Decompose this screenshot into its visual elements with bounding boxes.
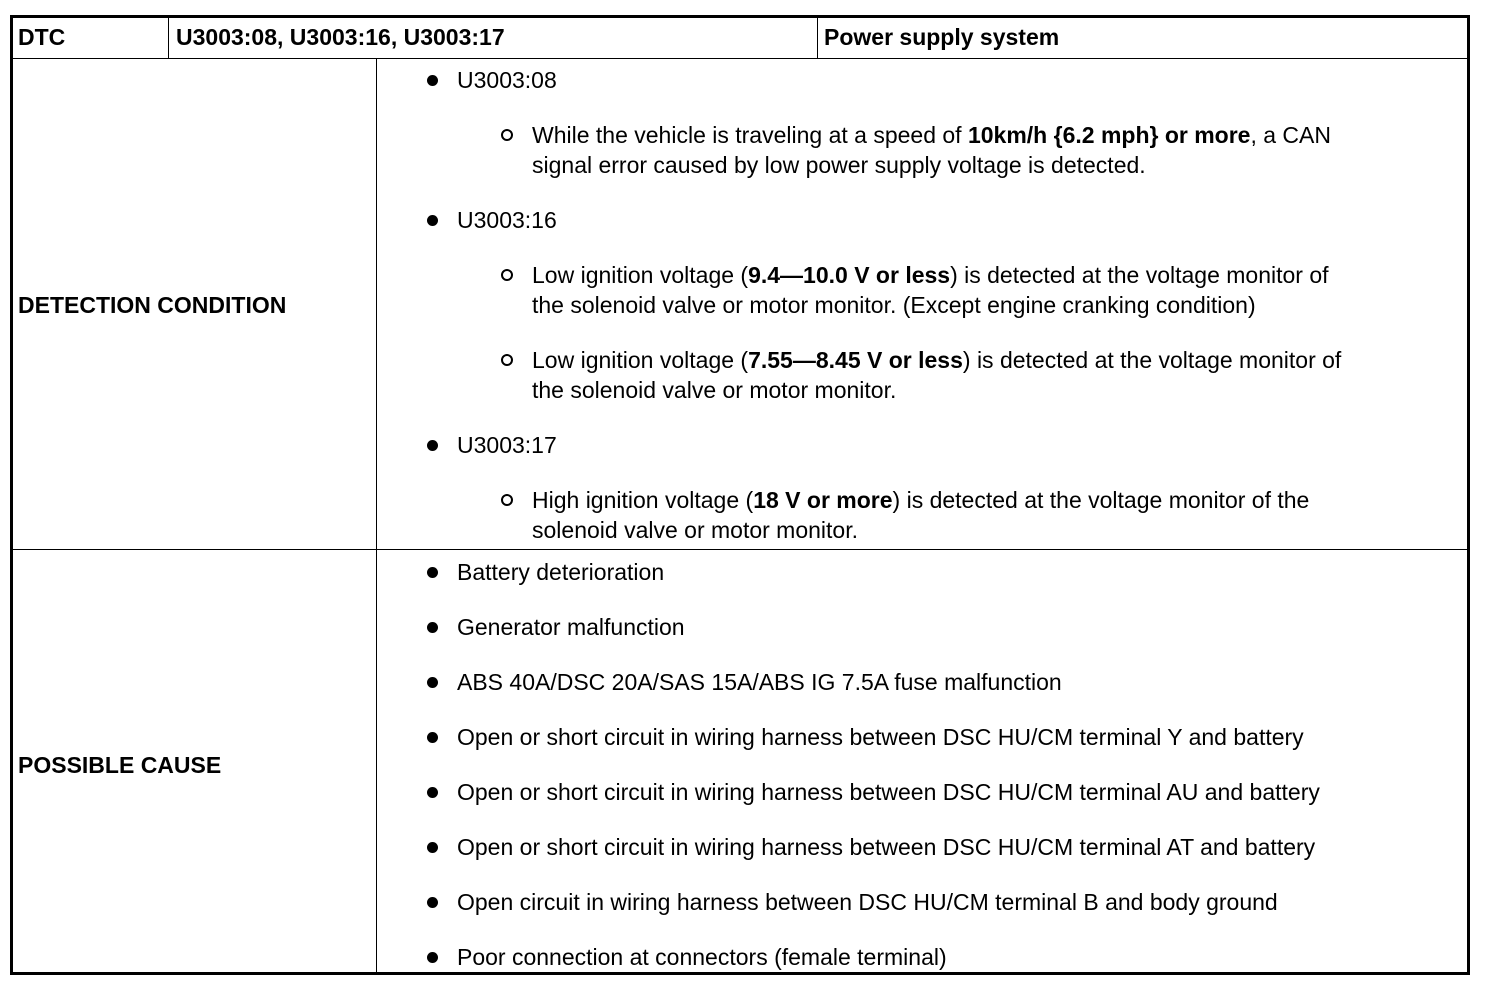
code-16-a-line2: the solenoid valve or motor monitor. (Except engine cranking condition) (532, 292, 1256, 318)
detection-condition-label: DETECTION CONDITION (18, 292, 287, 318)
dtc-label: DTC (18, 24, 66, 50)
bullet-icon (427, 732, 438, 743)
code-16-a-line1: Low ignition voltage (9.4—10.0 V or less) is detected at the voltage monitor of (532, 262, 1329, 288)
bullet-icon (427, 677, 438, 688)
code-17-line1: High ignition voltage (18 V or more) is detected at the voltage monitor of the (532, 487, 1310, 513)
dtc-codes: U3003:08, U3003:16, U3003:17 (176, 24, 505, 50)
col-divider-body (376, 58, 377, 975)
bullet-icon (427, 75, 438, 86)
code-16: U3003:16 (457, 207, 557, 233)
circle-bullet-icon (501, 494, 513, 506)
bullet-icon (427, 215, 438, 226)
circle-bullet-icon (501, 354, 513, 366)
circle-bullet-icon (501, 269, 513, 281)
bullet-icon (427, 440, 438, 451)
circle-bullet-icon (501, 129, 513, 141)
cause-item: ABS 40A/DSC 20A/SAS 15A/ABS IG 7.5A fuse malfunction (457, 669, 1062, 695)
col-divider-header-2 (817, 15, 818, 59)
cause-item: Poor connection at connectors (female terminal) (457, 944, 947, 970)
cause-item: Open or short circuit in wiring harness between DSC HU/CM terminal Y and battery (457, 724, 1304, 750)
code-08-line2: signal error caused by low power supply voltage is detected. (532, 152, 1146, 178)
cause-item: Battery deterioration (457, 559, 665, 585)
cause-item: Open or short circuit in wiring harness between DSC HU/CM terminal AT and battery (457, 834, 1316, 860)
bullet-icon (427, 787, 438, 798)
code-17-line2: solenoid valve or motor monitor. (532, 517, 858, 543)
code-08: U3003:08 (457, 67, 557, 93)
cause-item: Open circuit in wiring harness between DSC HU/CM terminal B and body ground (457, 889, 1278, 915)
bullet-icon (427, 567, 438, 578)
code-08-line1: While the vehicle is traveling at a speed of 10km/h {6.2 mph} or more, a CAN (532, 122, 1331, 148)
cause-item: Open or short circuit in wiring harness between DSC HU/CM terminal AU and battery (457, 779, 1320, 805)
row-divider-header (10, 58, 1470, 59)
bullet-icon (427, 622, 438, 633)
bullet-icon (427, 897, 438, 908)
possible-cause-label: POSSIBLE CAUSE (18, 752, 222, 778)
code-16-b-line2: the solenoid valve or motor monitor. (532, 377, 897, 403)
bullet-icon (427, 952, 438, 963)
col-divider-header-1 (168, 15, 169, 59)
code-16-b-line1: Low ignition voltage (7.55—8.45 V or less) is detected at the voltage monitor of (532, 347, 1342, 373)
bullet-icon (427, 842, 438, 853)
system-name: Power supply system (824, 24, 1060, 50)
code-17: U3003:17 (457, 432, 557, 458)
cause-item: Generator malfunction (457, 614, 685, 640)
row-divider-detection (10, 549, 1470, 550)
